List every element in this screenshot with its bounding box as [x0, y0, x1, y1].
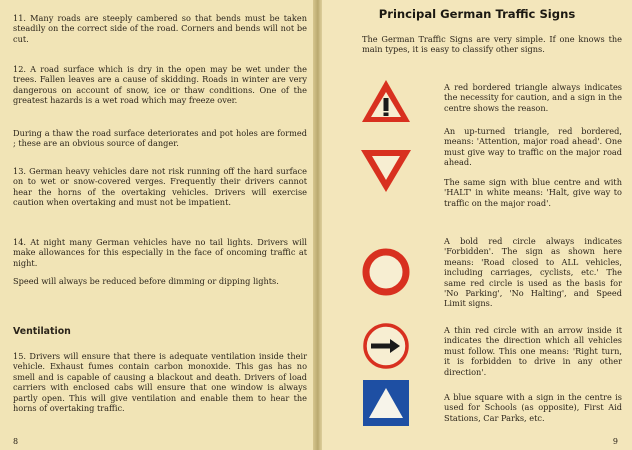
- paragraph-11: 11. Many roads are steeply cambered so that bends must be taken steadily on the correct side of the road. Corners and bends will not be cut.: [13, 13, 307, 44]
- forbidden-circle-description: A bold red circle always indicates 'Forbidden'. The sign as shown here means: 'Road closed to ALL vehicles, including carriages, cyclists, etc.' The same red circle is used as the basis for 'No Parking', 'No Halting', and Speed Limit signs.: [444, 236, 622, 309]
- paragraph-thaw: During a thaw the road surface deteriorates and pot holes are formed ; these are an obvious source of danger.: [13, 128, 307, 149]
- paragraph-12: 12. A road surface which is dry in the open may be wet under the trees. Fallen leaves are a cause of skidding. Roads in winter are very dangerous on account of snow, ice or thaw conditions. One of the greatest hazards is a wet road which may freeze over.: [13, 64, 307, 106]
- caution-triangle-description: A red bordered triangle always indicates the necessity for caution, and a sign in the centre shows the reason.: [444, 82, 622, 113]
- school-sign-icon: [363, 380, 409, 426]
- school-square-description: A blue square with a sign in the centre is used for Schools (as opposite), First Aid Stations, Car Parks, etc.: [444, 392, 622, 423]
- give-way-description: An up-turned triangle, red bordered, means: 'Attention, major road ahead'. One must give way to traffic on the major road ahead.: [444, 126, 622, 168]
- paragraph-14: 14. At night many German vehicles have no tail lights. Drivers will make allowances for this especially in the face of oncoming traffic at night.: [13, 237, 307, 268]
- warning-triangle-icon: [360, 78, 412, 124]
- page-number-left: 8: [13, 437, 19, 446]
- ventilation-heading: Ventilation: [13, 326, 71, 337]
- right-page: [322, 0, 632, 450]
- no-entry-circle-icon: [362, 248, 410, 296]
- page-title: Principal German Traffic Signs: [378, 7, 576, 21]
- page-number-right: 9: [612, 437, 618, 446]
- paragraph-15: 15. Drivers will ensure that there is adequate ventilation inside their vehicle. Exhaust fumes contain carbon monoxide. This gas has no smell and is capable of causing a blackout and death. Drivers of load carriers with enclosed cabs will ensure that one window is always partly open. This will give ventilation and enable them to hear the horns of overtaking traffic.: [13, 351, 307, 414]
- right-arrow-circle-icon: [362, 322, 410, 370]
- intro-paragraph: The German Traffic Signs are very simple. If one knows the main types, it is easy to classify other signs.: [362, 34, 622, 55]
- right-turn-description: A thin red circle with an arrow inside it indicates the direction which all vehicles must follow. This one means: 'Right turn, it is forbidden to drive in any other direction'.: [444, 325, 622, 377]
- give-way-icon: [359, 148, 413, 194]
- paragraph-speed: Speed will always be reduced before dimming or dipping lights.: [13, 276, 279, 286]
- paragraph-13: 13. German heavy vehicles dare not risk running off the hard surface on to wet or snow-covered verges. Frequently their drivers cannot hear the horns of the overtaking vehicles. Drivers will exercise caution when overtaking and must not be impatient.: [13, 166, 307, 208]
- halt-description: The same sign with blue centre and with 'HALT' in white means: 'Halt, give way to traffic on the major road'.: [444, 177, 622, 208]
